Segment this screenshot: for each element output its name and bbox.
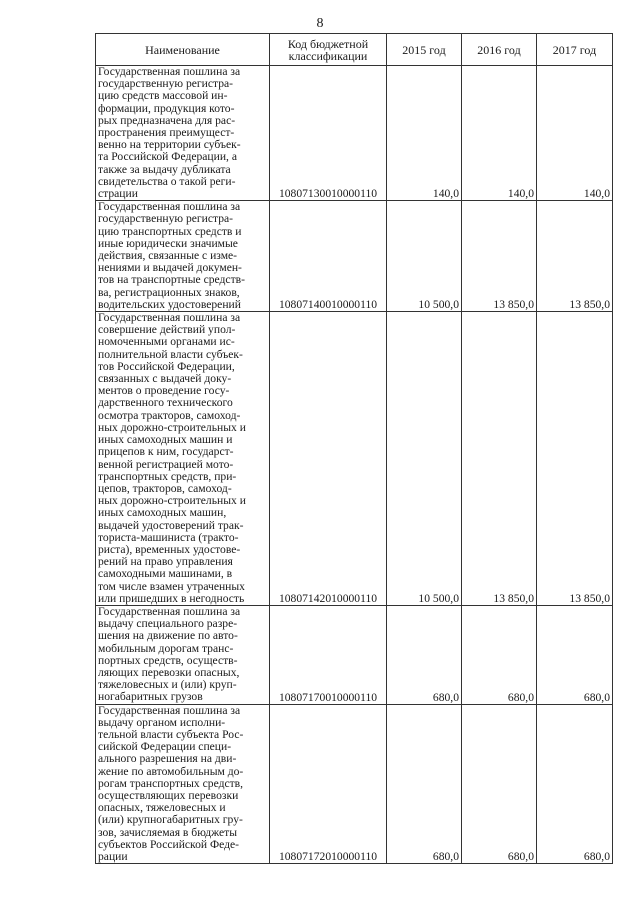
row-value-2016: 680,0 xyxy=(462,704,537,864)
row-value-2015: 10 500,0 xyxy=(387,201,462,312)
row-value-2016: 140,0 xyxy=(462,66,537,201)
row-name: Государственная пошлина за государственную регистра- цию средств массовой ин- формации, продукция кото- рых предназначена для рас- пространения преимущест- венно на территории субъек- та Российской Федерации, а также за выдачу дубликата свидетельства о такой реги- страции xyxy=(96,66,270,201)
row-value-2016: 680,0 xyxy=(462,605,537,704)
row-value-2015: 680,0 xyxy=(387,704,462,864)
header-code: Код бюджетной классификации xyxy=(270,34,387,66)
row-value-2015: 140,0 xyxy=(387,66,462,201)
budget-revenue-table xyxy=(95,33,613,864)
row-value-2017: 13 850,0 xyxy=(537,312,613,606)
page-number: 8 xyxy=(316,16,324,31)
row-name: Государственная пошлина за совершение действий упол- номоченными органами ис- полнительной власти субъек- тов Российской Федерации, связанных с выдачей доку- ментов о проведение госу- дарственного технического осмотра тракторов, самоход- ных дорожно-строительных и иных самоходных машин и прицепов к ним, государст- венной регистрацией мото- транспортных средств, при- цепов, тракторов, самоход- ных дорожно-строительных и иных самоходных машин, выдачей удостоверений трак- ториста-машиниста (тракто- риста), временных удостове- рений на право управления самоходными машинами, в том числе взамен утраченных или пришедших в негодность xyxy=(96,312,270,606)
table-row xyxy=(96,201,613,312)
header-name: Наименование xyxy=(96,34,270,66)
row-name: Государственная пошлина за выдачу органом исполни- тельной власти субъекта Рос- сийской Федерации специ- ального разрешения на дви- жение по автомобильным до- рогам транспортных средств, осуществляющих перевозки опасных, тяжеловесных и (или) крупногабаритных гру- зов, зачисляемая в бюджеты субъектов Российской Феде- рации xyxy=(96,704,270,864)
row-value-2017: 680,0 xyxy=(537,704,613,864)
row-value-2017: 13 850,0 xyxy=(537,201,613,312)
row-value-2016: 13 850,0 xyxy=(462,201,537,312)
row-value-2017: 680,0 xyxy=(537,605,613,704)
table-row xyxy=(96,605,613,704)
row-name: Государственная пошлина за государственную регистра- цию транспортных средств и иные юридически значимые действия, связанные с изме- нениями и выдачей докумен- тов на транспортные средств- ва, регистрационных знаков, водительских удостоверений xyxy=(96,201,270,312)
header-2015: 2015 год xyxy=(387,34,462,66)
table-header-row xyxy=(96,34,613,66)
row-name: Государственная пошлина за выдачу специального разре- шения на движение по авто- мобильным дорогам транс- портных средств, осуществ- ляющих перевозки опасных, тяжеловесных и (или) круп- ногабаритных грузов xyxy=(96,605,270,704)
row-value-2016: 13 850,0 xyxy=(462,312,537,606)
row-code: 10807170010000110 xyxy=(270,605,387,704)
table-row xyxy=(96,704,613,864)
header-2016: 2016 год xyxy=(462,34,537,66)
row-code: 10807142010000110 xyxy=(270,312,387,606)
header-2017: 2017 год xyxy=(537,34,613,66)
table-row xyxy=(96,312,613,606)
table-row xyxy=(96,66,613,201)
row-code: 10807130010000110 xyxy=(270,66,387,201)
row-code: 10807140010000110 xyxy=(270,201,387,312)
row-value-2015: 10 500,0 xyxy=(387,312,462,606)
row-code: 10807172010000110 xyxy=(270,704,387,864)
row-value-2017: 140,0 xyxy=(537,66,613,201)
row-value-2015: 680,0 xyxy=(387,605,462,704)
